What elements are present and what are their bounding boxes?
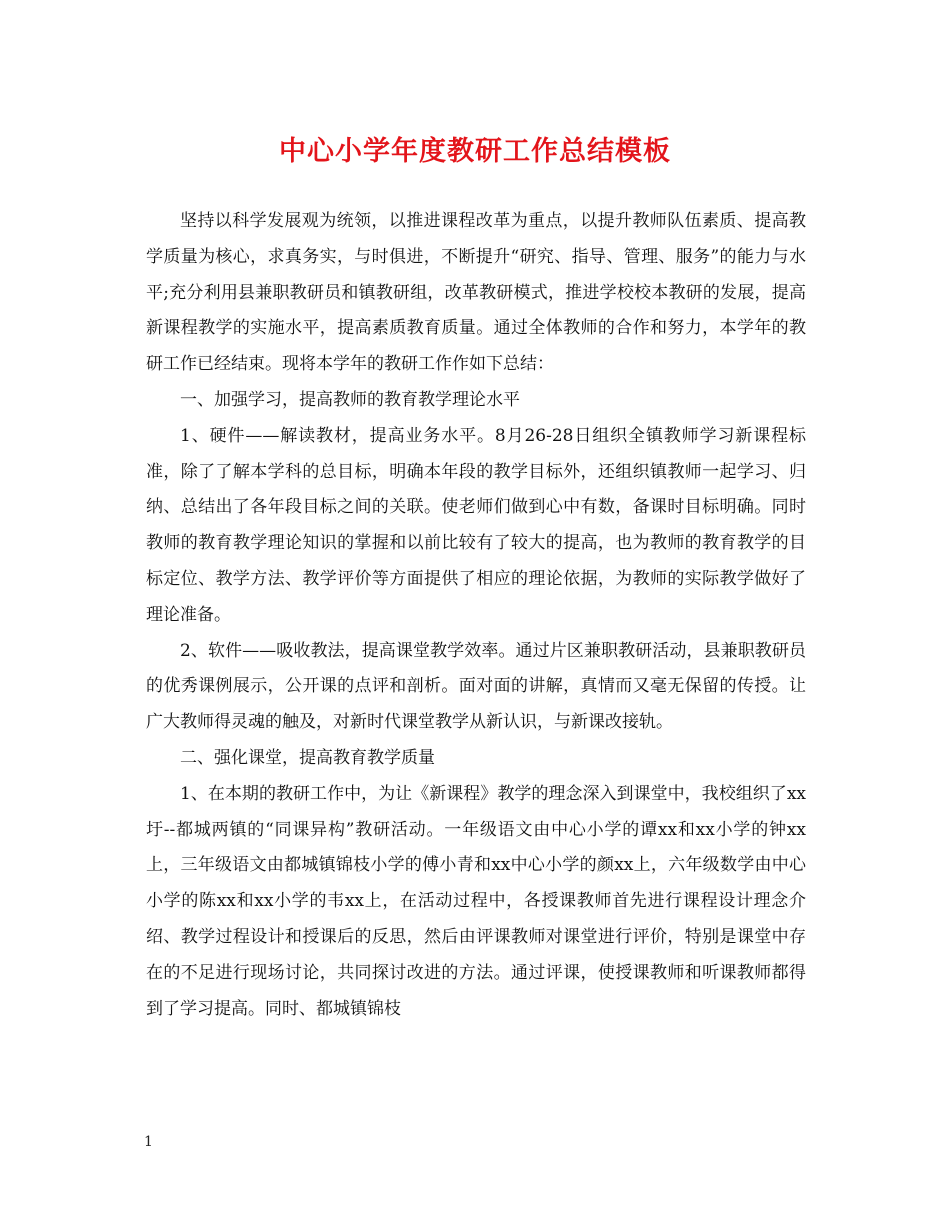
section-heading-2: 二、强化课堂，提高教育教学质量 [180, 747, 435, 768]
paragraph-hardware: 1、硬件——解读教材，提高业务水平。8月26-28日组织全镇教师学习新课程标准，除了了解本学科的总目标，明确本年段的教学目标外，还组织镇教师一起学习、归纳、总结出了各年段目标之间的关联。使老师们做到心中有数，备课时目标明确。同时教师的教育教学理论知识的掌握和以前比较有了较大的提高，也为教师的教育教学的目标定位、教学方法、教学评价等方面提供了相应的理论依据，为教师的实际教学做好了理论准备。 [146, 425, 806, 625]
paragraph-classroom: 1、在本期的教研工作中，为让《新课程》教学的理念深入到课堂中，我校组织了xx圩--都城两镇的“同课异构”教研活动。一年级语文由中心小学的谭xx和xx小学的钟xx上，三年级语文由都城镇锦枝小学的傅小青和xx中心小学的颜xx上，六年级数学由中心小学的陈xx和xx小学的韦xx上，在活动过程中，各授课教师首先进行课程设计理念介绍、教学过程设计和授课后的反思，然后由评课教师对课堂进行评价，特别是课堂中存在的不足进行现场讨论，共同探讨改进的方法。通过评课，使授课教师和听课教师都得到了学习提高。同时、都城镇锦枝 [146, 783, 806, 1019]
intro-paragraph: 坚持以科学发展观为统领，以推进课程改革为重点，以提升教师队伍素质、提高教学质量为核心，求真务实，与时俱进，不断提升“研究、指导、管理、服务”的能力与水平;充分利用县兼职教研员和镇教研组，改革教研模式，推进学校校本教研的发展，提高新课程教学的实施水平，提高素质教育质量。通过全体教师的合作和努力，本学年的教研工作已经结束。现将本学年的教研工作作如下总结： [146, 211, 806, 375]
page-number: 1 [144, 1134, 153, 1150]
document-title: 中心小学年度教研工作总结模板 [279, 136, 671, 167]
document-body [146, 204, 806, 1027]
paragraph-software: 2、软件——吸收教法，提高课堂教学效率。通过片区兼职教研活动，县兼职教研员的优秀课例展示，公开课的点评和剖析。面对面的讲解，真情而又毫无保留的传授。让广大教师得灵魂的触及，对新时代课堂教学从新认识，与新课改接轨。 [146, 640, 806, 733]
section-heading-1: 一、加强学习，提高教师的教育教学理论水平 [180, 389, 520, 410]
